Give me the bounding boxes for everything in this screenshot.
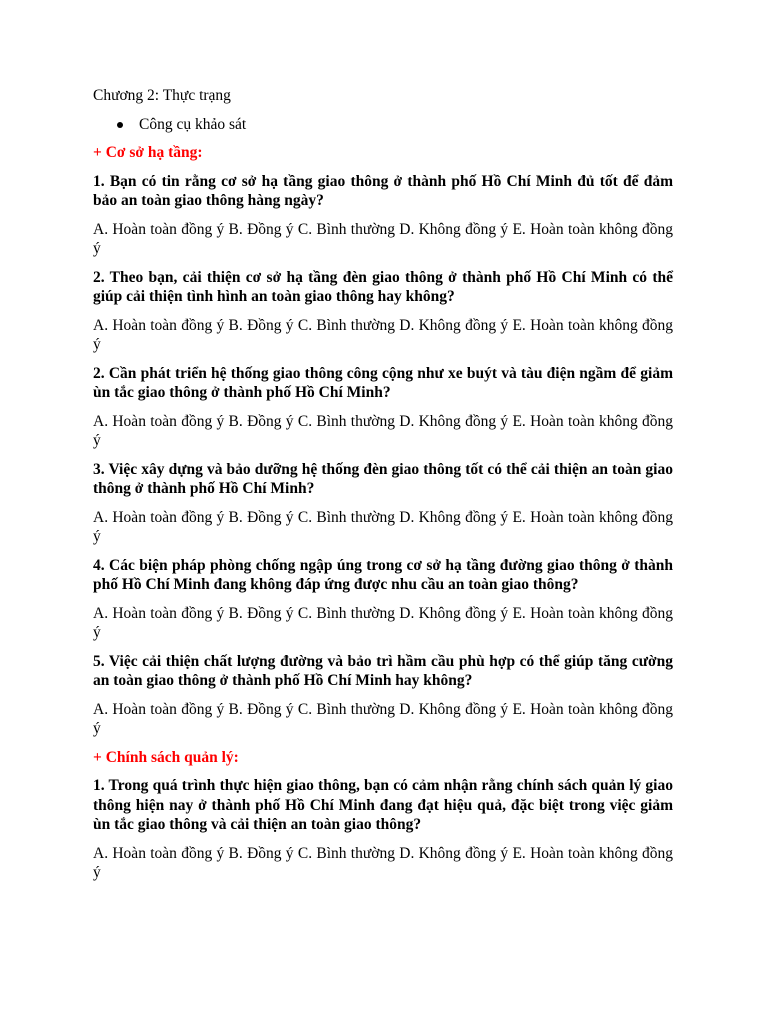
bullet-icon	[117, 122, 123, 128]
question-block	[93, 460, 673, 547]
section-management-policy	[93, 748, 673, 883]
question-text: 5. Việc cải thiện chất lượng đường và bảo trì hầm cầu phù hợp có thể giúp tăng cường an toàn giao thông ở thành phố Hồ Chí Minh hay không?	[93, 652, 673, 689]
chapter-title: Chương 2: Thực trạng	[93, 87, 231, 104]
bullet-item	[93, 115, 673, 135]
document-page	[93, 86, 673, 892]
question-block	[93, 172, 673, 259]
question-block	[93, 364, 673, 451]
question-block	[93, 556, 673, 643]
answer-options: A. Hoàn toàn đồng ý B. Đồng ý C. Bình thường D. Không đồng ý E. Hoàn toàn không đồng ý	[93, 604, 673, 641]
answer-options: A. Hoàn toàn đồng ý B. Đồng ý C. Bình thường D. Không đồng ý E. Hoàn toàn không đồng ý	[93, 220, 673, 257]
question-block	[93, 268, 673, 355]
question-text: 4. Các biện pháp phòng chống ngập úng trong cơ sở hạ tầng đường giao thông ở thành phố Hồ Chí Minh đang không đáp ứng được nhu cầu an toàn giao thông?	[93, 556, 673, 593]
answer-options: A. Hoàn toàn đồng ý B. Đồng ý C. Bình thường D. Không đồng ý E. Hoàn toàn không đồng ý	[93, 508, 673, 545]
question-block	[93, 652, 673, 739]
question-text: 3. Việc xây dựng và bảo dưỡng hệ thống đèn giao thông tốt có thể cải thiện an toàn giao thông ở thành phố Hồ Chí Minh?	[93, 460, 673, 497]
question-block	[93, 776, 673, 883]
question-text: 1. Bạn có tin rằng cơ sở hạ tầng giao thông ở thành phố Hồ Chí Minh đủ tốt để đảm bảo an toàn giao thông hàng ngày?	[93, 172, 673, 209]
question-text: 1. Trong quá trình thực hiện giao thông, bạn có cảm nhận rằng chính sách quản lý giao thông hiện nay ở thành phố Hồ Chí Minh đang đạt hiệu quả, đặc biệt trong việc giảm ùn tắc giao thông và cải thiện an toàn giao thông?	[93, 777, 673, 833]
answer-options: A. Hoàn toàn đồng ý B. Đồng ý C. Bình thường D. Không đồng ý E. Hoàn toàn không đồng ý	[93, 700, 673, 737]
answer-options: A. Hoàn toàn đồng ý B. Đồng ý C. Bình thường D. Không đồng ý E. Hoàn toàn không đồng ý	[93, 316, 673, 353]
answer-options: A. Hoàn toàn đồng ý B. Đồng ý C. Bình thường D. Không đồng ý E. Hoàn toàn không đồng ý	[93, 412, 673, 449]
section-heading: + Chính sách quản lý:	[93, 748, 239, 766]
bullet-text: Công cụ khảo sát	[139, 115, 247, 133]
answer-options: A. Hoàn toàn đồng ý B. Đồng ý C. Bình thường D. Không đồng ý E. Hoàn toàn không đồng ý	[93, 844, 673, 881]
question-text: 2. Theo bạn, cải thiện cơ sở hạ tầng đèn giao thông ở thành phố Hồ Chí Minh có thể giúp cải thiện tình hình an toàn giao thông hay không?	[93, 268, 673, 305]
question-text: 2. Cần phát triển hệ thống giao thông công cộng như xe buýt và tàu điện ngầm để giảm ùn tắc giao thông ở thành phố Hồ Chí Minh?	[93, 364, 673, 401]
section-infrastructure	[93, 143, 673, 739]
section-heading: + Cơ sở hạ tầng:	[93, 144, 203, 161]
bullet-list	[93, 115, 673, 135]
